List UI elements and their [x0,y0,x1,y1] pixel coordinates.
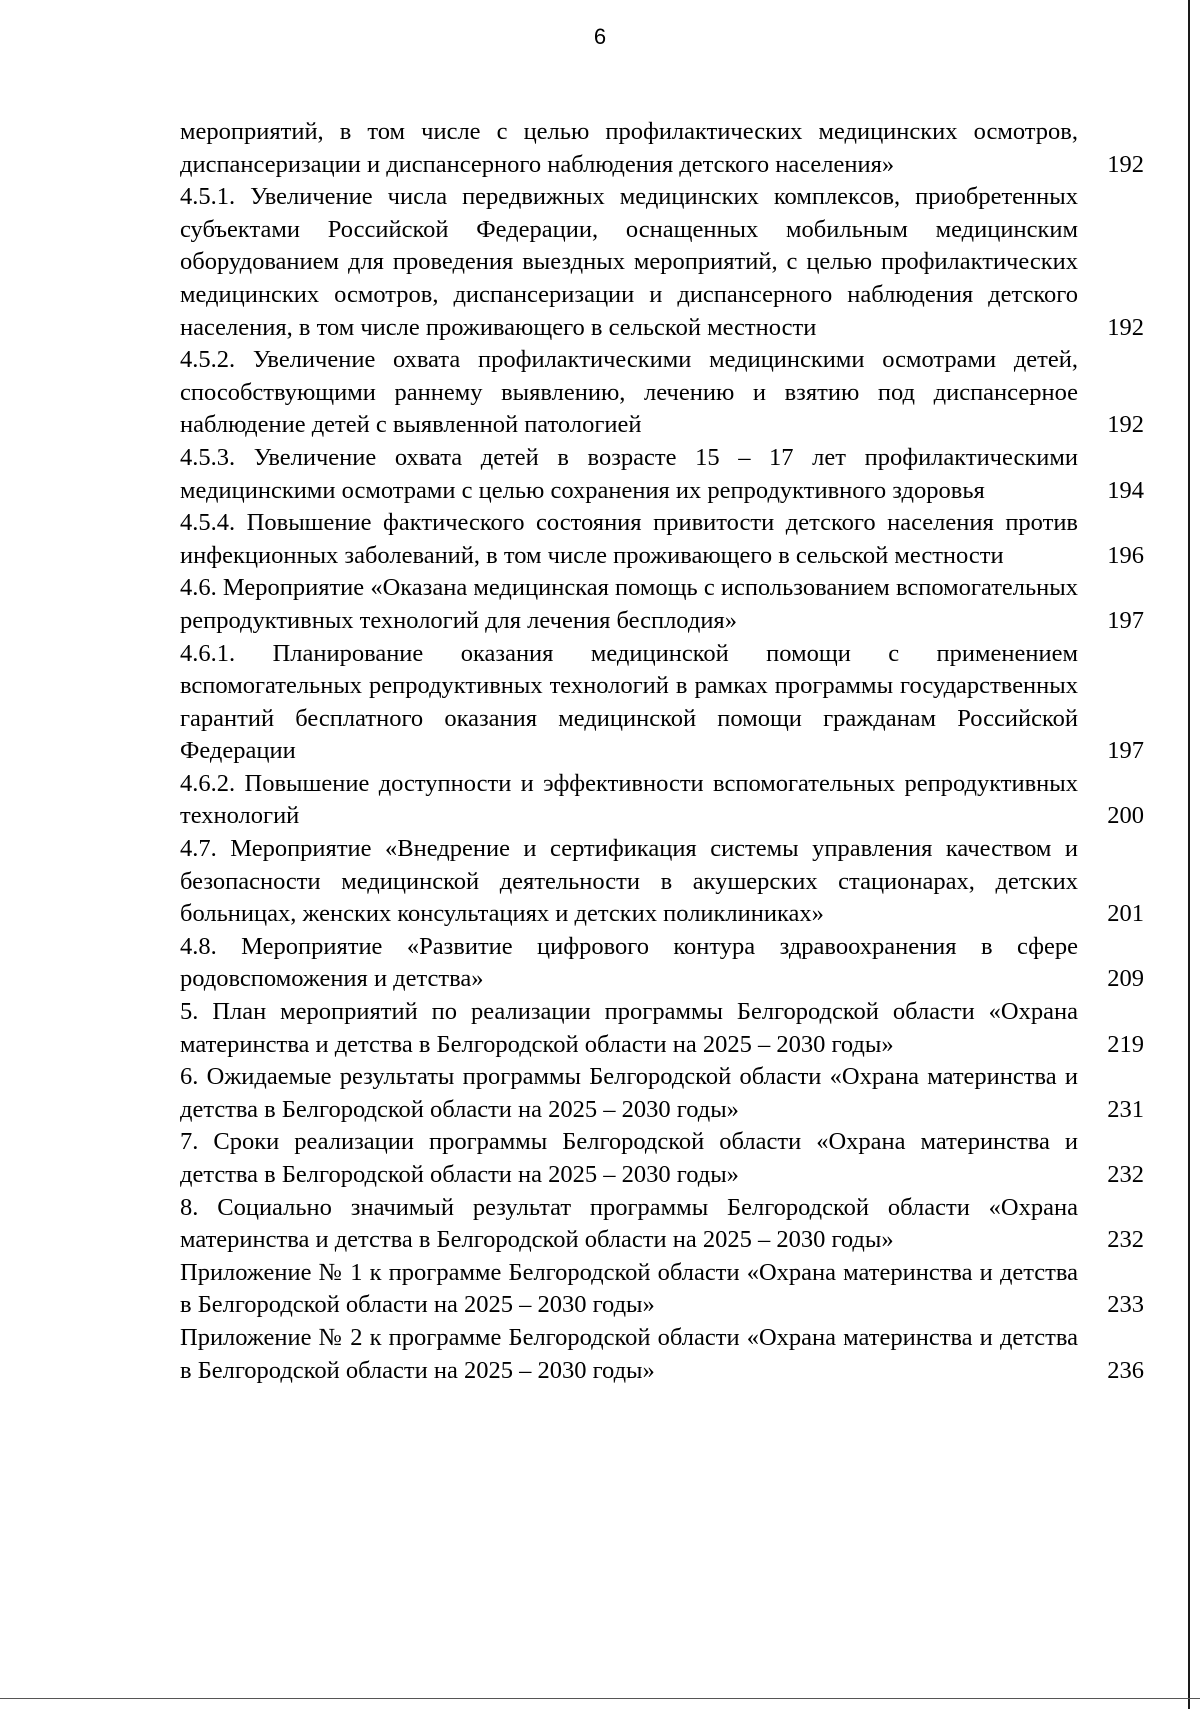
toc-entry [180,768,1156,833]
toc-entry-text: 4.6.1. Планирование оказания медицинской помощи с применением вспомогательных репродуктивных технологий в рамках программы государственных гарантий бесплатного оказания медицинской помощи гражданам Российской Федерации [180,639,1078,765]
toc-entry-page: 192 [1107,313,1144,341]
scan-bottom-line [0,1698,1200,1699]
toc-entry [180,638,1156,768]
toc-entry-text: Приложение № 2 к программе Белгородской области «Охрана материнства и детства в Белгородской области на 2025 – 2030 годы» [180,1323,1078,1384]
scan-edge-line [1188,0,1190,1709]
toc-entry-page: 236 [1107,1356,1144,1384]
toc-entry-page: 200 [1107,802,1144,830]
toc-entry-page: 232 [1107,1226,1144,1254]
toc-entry [180,1322,1156,1387]
toc-entry-text: 4.8. Мероприятие «Развитие цифрового контура здравоохранения в сфере родовспоможения и детства» [180,932,1078,993]
toc-entry [180,996,1156,1061]
toc-entry-text: 5. План мероприятий по реализации программы Белгородской области «Охрана материнства и детства в Белгородской области на 2025 – 2030 годы» [180,998,1078,1058]
toc-entry-page: 209 [1107,965,1144,993]
toc-entry-page: 197 [1107,606,1144,634]
toc-entry [180,572,1156,637]
toc-entry-text: Приложение № 1 к программе Белгородской области «Охрана материнства и детства в Белгородской области на 2025 – 2030 годы» [180,1258,1078,1319]
toc-entry-page: 197 [1107,737,1144,765]
toc-entry-text: 4.6. Мероприятие «Оказана медицинская помощь с использованием вспомогательных репродуктивных технологий для лечения бесплодия» [180,574,1078,634]
toc-entry-text: 8. Социально значимый результат программы Белгородской области «Охрана материнства и детства в Белгородской области на 2025 – 2030 годы» [180,1193,1078,1254]
toc-entry [180,344,1156,442]
toc-entry [180,1192,1156,1257]
toc-entry-text: 7. Сроки реализации программы Белгородской области «Охрана материнства и детства в Белгородской области на 2025 – 2030 годы» [180,1128,1078,1188]
toc-entry-text: 4.5.4. Повышение фактического состояния привитости детского населения против инфекционных заболеваний, в том числе проживающего в сельской местности [180,509,1078,569]
toc-entry-page: 201 [1107,900,1144,928]
toc-entry-text: мероприятий, в том числе с целью профилактических медицинских осмотров, диспансеризации и диспансерного наблюдения детского населения» [180,118,1078,178]
toc-entry-text: 4.5.3. Увеличение охвата детей в возрасте 15 – 17 лет профилактическими медицинскими осмотрами с целью сохранения их репродуктивного здоровья [180,443,1078,504]
page-number: 6 [593,24,607,49]
toc-entry-page: 232 [1107,1161,1144,1188]
toc-entry-page: 231 [1107,1095,1144,1123]
toc-entry-text: 4.5.1. Увеличение числа передвижных медицинских комплексов, приобретенных субъектами Российской Федерации, оснащенных мобильным медицинским оборудованием для проведения выездных мероприятий, с целью профилактических медицинских осмотров, диспансеризации и диспансерного наблюдения детского населения, в том числе проживающего в сельской местности [180,183,1078,341]
toc-entry [180,507,1156,572]
toc-entry-text: 4.7. Мероприятие «Внедрение и сертификация системы управления качеством и безопасности медицинской деятельности в акушерских стационарах, детских больницах, женских консультациях и детских поликлиниках» [180,835,1078,928]
toc-entry-page: 192 [1107,150,1144,178]
toc-entry-page: 194 [1107,476,1144,504]
toc-entry [180,181,1156,344]
toc-entry [180,1126,1156,1191]
toc-entry [180,833,1156,931]
toc-entry [180,931,1156,996]
toc-entry-text: 4.6.2. Повышение доступности и эффективности вспомогательных репродуктивных технологий [180,769,1078,830]
toc-entry-page: 219 [1107,1030,1144,1058]
toc-entry [180,1257,1156,1322]
toc-entry-page: 196 [1107,541,1144,569]
toc-entry-text: 4.5.2. Увеличение охвата профилактическими медицинскими осмотрами детей, способствующими раннему выявлению, лечению и взятию под диспансерное наблюдение детей с выявленной патологией [180,346,1078,439]
toc-entry [180,1061,1156,1126]
table-of-contents [180,116,1156,1387]
toc-entry [180,116,1156,181]
toc-entry-page: 233 [1107,1291,1144,1319]
toc-entry-page: 192 [1107,411,1144,439]
toc-entry [180,442,1156,507]
toc-entry-text: 6. Ожидаемые результаты программы Белгородской области «Охрана материнства и детства в Белгородской области на 2025 – 2030 годы» [180,1063,1078,1123]
